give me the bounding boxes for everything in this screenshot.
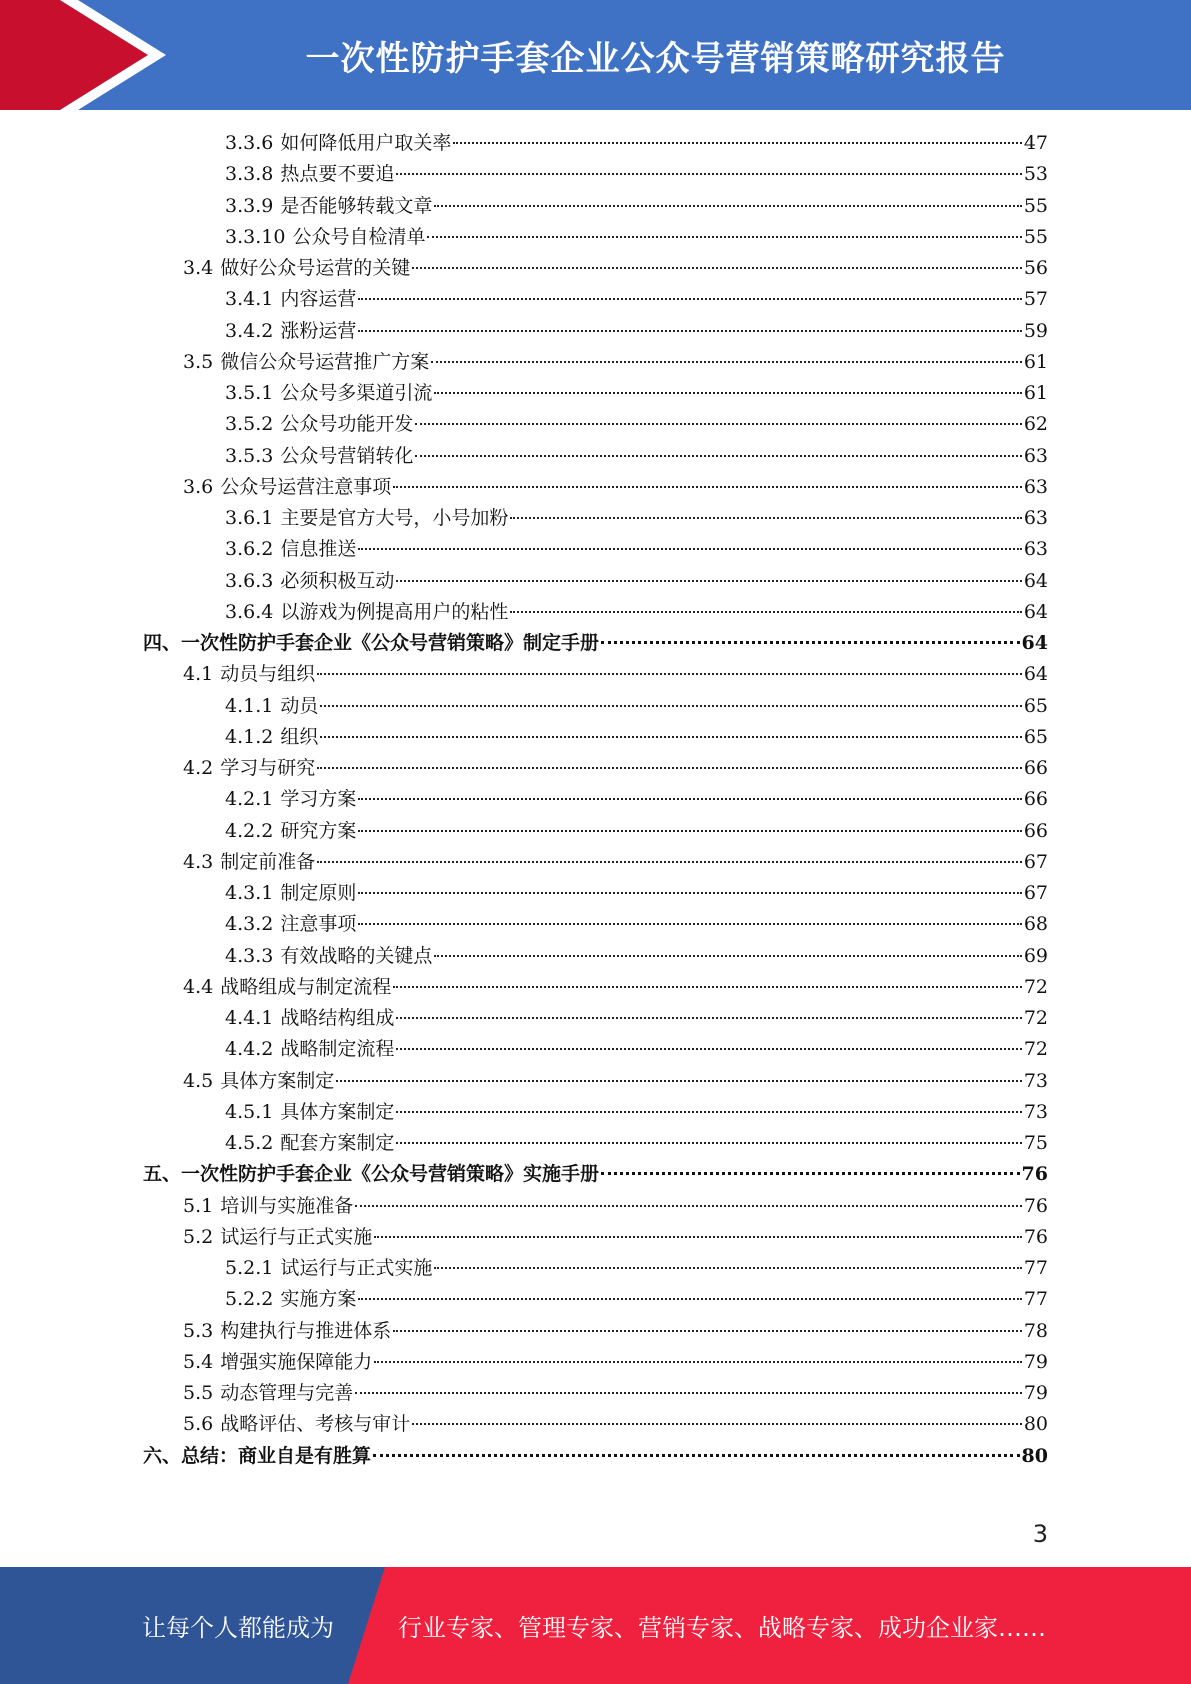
toc-entry-title: 必须积极互动 [280, 569, 395, 592]
toc-entry-title: 研究方案 [280, 819, 357, 842]
toc-entry-page: 57 [1023, 288, 1048, 311]
toc-dot-leader [415, 422, 1021, 425]
toc-dot-leader [393, 485, 1022, 488]
toc-entry-page: 79 [1023, 1350, 1048, 1373]
toc-entry-number: 六、 [143, 1444, 182, 1467]
toc-entry[interactable] [143, 1284, 1048, 1315]
toc-entry-number: 4.4.2 [225, 1038, 274, 1061]
toc-entry-page: 64 [1021, 632, 1048, 654]
toc-entry-page: 67 [1023, 882, 1048, 904]
toc-dot-leader [358, 547, 1021, 550]
toc-entry-number: 4.1 [183, 663, 214, 686]
toc-entry-number: 4.4.1 [225, 1007, 274, 1029]
toc-entry-title: 配套方案制定 [280, 1132, 395, 1154]
toc-entry[interactable] [143, 1066, 1048, 1097]
toc-entry[interactable] [143, 566, 1048, 597]
toc-dot-leader [336, 1079, 1022, 1082]
toc-entry[interactable] [143, 191, 1048, 222]
toc-entry[interactable] [143, 159, 1048, 190]
toc-entry-title: 一次性防护手套企业《公众号营销策略》实施手册 [181, 1163, 600, 1186]
toc-entry-page: 61 [1023, 350, 1048, 373]
toc-entry-page: 55 [1023, 225, 1048, 248]
toc-entry-number: 3.4.1 [225, 288, 274, 311]
toc-entry-title: 构建执行与推进体系 [220, 1319, 392, 1342]
toc-entry-title: 战略评估、考核与审计 [220, 1413, 411, 1436]
toc-entry-title: 增强实施保障能力 [220, 1350, 373, 1373]
toc-entry-title: 动态管理与完善 [220, 1382, 354, 1404]
toc-entry-number: 5.6 [183, 1413, 214, 1436]
toc-entry-number: 3.6.3 [225, 569, 274, 592]
toc-entry-page: 47 [1023, 132, 1048, 154]
toc-entry-number: 4.3.2 [225, 913, 274, 936]
toc-entry-number: 四、 [143, 632, 182, 654]
toc-entry-page: 63 [1023, 507, 1048, 529]
toc-entry-number: 3.3.6 [225, 132, 274, 154]
toc-dot-leader [317, 672, 1022, 675]
toc-entry-title: 有效战略的关键点 [280, 944, 433, 967]
page-header [0, 0, 1191, 110]
toc-entry[interactable] [143, 1191, 1048, 1222]
toc-entry-page: 53 [1023, 163, 1048, 186]
toc-entry-title: 如何降低用户取关率 [280, 132, 452, 154]
toc-dot-leader [510, 516, 1021, 519]
toc-entry-page: 75 [1023, 1132, 1048, 1154]
toc-entry-number: 3.6.2 [225, 538, 274, 561]
toc-entry-page: 72 [1023, 975, 1048, 998]
toc-entry-page: 76 [1021, 1163, 1048, 1186]
toc-dot-leader [358, 329, 1021, 332]
toc-dot-leader [396, 172, 1021, 175]
toc-entry[interactable] [143, 659, 1048, 690]
toc-entry-page: 78 [1023, 1319, 1048, 1342]
toc-dot-leader [434, 391, 1021, 394]
toc-entry-page: 64 [1023, 663, 1048, 686]
toc-entry-page: 65 [1023, 694, 1048, 717]
toc-entry-page: 64 [1023, 569, 1048, 592]
toc-entry-title: 试运行与正式实施 [280, 1257, 433, 1279]
toc-entry-number: 3.3.9 [225, 194, 274, 217]
toc-entry[interactable] [143, 691, 1048, 722]
toc-entry[interactable] [143, 222, 1048, 253]
toc-entry-page: 65 [1023, 725, 1048, 748]
toc-dot-leader [358, 297, 1021, 300]
toc-entry-title: 公众号功能开发 [280, 413, 414, 436]
toc-entry[interactable] [143, 503, 1048, 534]
toc-entry-title: 公众号运营注意事项 [220, 475, 392, 498]
toc-dot-leader [396, 1016, 1021, 1019]
toc-entry-number: 3.5.3 [225, 444, 274, 467]
toc-dot-leader [355, 1391, 1022, 1394]
toc-entry[interactable] [143, 316, 1048, 347]
toc-entry-title: 信息推送 [280, 538, 357, 561]
toc-entry-title: 学习与研究 [220, 757, 316, 779]
toc-entry-page: 66 [1023, 788, 1048, 811]
toc-entry-number: 4.4 [183, 975, 214, 998]
footer-slogan-right: 行业专家、管理专家、营销专家、战略专家、成功企业家…… [398, 1614, 1046, 1642]
toc-entry-title: 一次性防护手套企业《公众号营销策略》制定手册 [181, 632, 600, 654]
toc-entry-number: 4.2.1 [225, 788, 274, 811]
toc-entry-title: 微信公众号运营推广方案 [220, 350, 430, 373]
toc-dot-leader [374, 1235, 1022, 1238]
toc-entry-title: 公众号自检清单 [292, 225, 426, 248]
toc-entry-title: 具体方案制定 [220, 1069, 335, 1092]
toc-entry[interactable] [143, 847, 1048, 878]
toc-entry-number: 4.3.3 [225, 944, 274, 967]
toc-entry-number: 4.2 [183, 757, 214, 779]
toc-dot-leader [358, 797, 1021, 800]
toc-entry-title: 以游戏为例提高用户的粘性 [280, 600, 509, 623]
toc-dot-leader [431, 360, 1022, 363]
toc-entry-page: 55 [1023, 194, 1048, 217]
toc-entry-number: 5.2 [183, 1225, 214, 1248]
toc-entry-number: 5.4 [183, 1350, 214, 1373]
toc-entry[interactable] [143, 753, 1048, 784]
toc-entry[interactable] [143, 1441, 1048, 1472]
toc-entry-number: 4.5.2 [225, 1132, 274, 1154]
toc-entry[interactable] [143, 472, 1048, 503]
toc-entry-number: 4.3 [183, 850, 214, 873]
toc-entry-number: 4.1.2 [225, 725, 274, 748]
toc-entry[interactable] [143, 1253, 1048, 1284]
toc-entry-page: 68 [1023, 913, 1048, 936]
toc-entry[interactable] [143, 253, 1048, 284]
toc-entry-page: 73 [1023, 1100, 1048, 1123]
toc-entry-number: 3.6.4 [225, 600, 274, 623]
toc-entry[interactable] [143, 128, 1048, 159]
toc-entry[interactable] [143, 878, 1048, 909]
toc-entry[interactable] [143, 722, 1048, 753]
toc-entry-title: 热点要不要追 [280, 163, 395, 186]
report-title: 一次性防护手套企业公众号营销策略研究报告 [305, 38, 1006, 79]
toc-entry-title: 公众号多渠道引流 [280, 382, 433, 404]
toc-dot-leader [374, 1360, 1022, 1363]
toc-entry-page: 67 [1023, 850, 1048, 873]
toc-entry-title: 动员与组织 [220, 663, 316, 686]
toc-entry-title: 试运行与正式实施 [220, 1225, 373, 1248]
toc-entry[interactable] [143, 972, 1048, 1003]
toc-dot-leader [373, 1453, 1020, 1457]
toc-entry-title: 总结：商业自是有胜算 [181, 1444, 372, 1467]
toc-entry-title: 制定前准备 [220, 850, 316, 873]
toc-dot-leader [320, 735, 1021, 738]
toc-dot-leader [393, 1329, 1022, 1332]
toc-entry[interactable] [143, 1378, 1048, 1409]
toc-entry-title: 制定原则 [280, 882, 357, 904]
toc-entry-page: 72 [1023, 1038, 1048, 1061]
toc-entry-page: 73 [1023, 1069, 1048, 1092]
toc-dot-leader [358, 922, 1021, 925]
toc-dot-leader [355, 1204, 1022, 1207]
toc-entry-number: 3.4.2 [225, 319, 274, 342]
toc-entry-page: 77 [1023, 1257, 1048, 1279]
toc-entry-title: 战略结构组成 [280, 1007, 395, 1029]
toc-entry-title: 学习方案 [280, 788, 357, 811]
toc-entry-title: 注意事项 [280, 913, 357, 936]
toc-entry[interactable] [143, 1003, 1048, 1034]
toc-dot-leader [427, 235, 1021, 238]
table-of-contents [143, 128, 1048, 1472]
toc-entry-title: 做好公众号运营的关键 [220, 257, 411, 279]
toc-entry-number: 5.5 [183, 1382, 214, 1404]
toc-dot-leader [434, 1266, 1021, 1269]
toc-entry[interactable] [143, 1222, 1048, 1253]
toc-entry[interactable] [143, 941, 1048, 972]
toc-entry[interactable] [143, 1097, 1048, 1128]
toc-entry-number: 3.4 [183, 257, 214, 279]
toc-entry-title: 组织 [280, 725, 319, 748]
toc-dot-leader [317, 860, 1022, 863]
toc-entry-page: 62 [1023, 413, 1048, 436]
toc-dot-leader [415, 454, 1021, 457]
toc-dot-leader [396, 579, 1021, 582]
toc-entry-title: 具体方案制定 [280, 1100, 395, 1123]
toc-entry-number: 3.5.2 [225, 413, 274, 436]
toc-entry-page: 72 [1023, 1007, 1048, 1029]
toc-entry-title: 培训与实施准备 [220, 1194, 354, 1217]
toc-entry-number: 4.2.2 [225, 819, 274, 842]
toc-dot-leader [510, 610, 1021, 613]
toc-entry-number: 3.3.10 [225, 225, 286, 248]
toc-dot-leader [396, 1141, 1021, 1144]
toc-entry-number: 5.2.1 [225, 1257, 274, 1279]
toc-entry[interactable] [143, 909, 1048, 940]
toc-dot-leader [434, 954, 1021, 957]
toc-entry-page: 80 [1023, 1413, 1048, 1436]
toc-entry-page: 63 [1023, 475, 1048, 498]
toc-entry[interactable] [143, 1316, 1048, 1347]
toc-entry-title: 主要是官方大号，小号加粉 [280, 507, 509, 529]
toc-entry-title: 战略制定流程 [280, 1038, 395, 1061]
toc-entry-number: 3.3.8 [225, 163, 274, 186]
toc-entry-page: 66 [1023, 819, 1048, 842]
toc-entry[interactable] [143, 784, 1048, 815]
page-number: 3 [1032, 1520, 1048, 1548]
toc-entry-page: 61 [1023, 382, 1048, 404]
toc-entry[interactable] [143, 816, 1048, 847]
toc-entry[interactable] [143, 1347, 1048, 1378]
toc-entry-page: 63 [1023, 444, 1048, 467]
toc-entry-page: 77 [1023, 1288, 1048, 1311]
toc-entry[interactable] [143, 1409, 1048, 1440]
toc-entry-number: 五、 [143, 1163, 182, 1186]
toc-entry-page: 64 [1023, 600, 1048, 623]
toc-entry-title: 战略组成与制定流程 [220, 975, 392, 998]
toc-entry-page: 56 [1023, 257, 1048, 279]
page-footer [0, 1567, 1191, 1684]
toc-entry-number: 5.1 [183, 1194, 214, 1217]
toc-entry[interactable] [143, 378, 1048, 409]
toc-entry[interactable] [143, 1034, 1048, 1065]
toc-dot-leader [453, 141, 1021, 144]
toc-entry-title: 公众号营销转化 [280, 444, 414, 467]
toc-entry-title: 实施方案 [280, 1288, 357, 1311]
toc-entry-title: 内容运营 [280, 288, 357, 311]
toc-dot-leader [396, 1047, 1021, 1050]
toc-dot-leader [358, 891, 1021, 894]
toc-entry-title: 动员 [280, 694, 319, 717]
toc-dot-leader [434, 204, 1021, 207]
toc-entry-number: 4.1.1 [225, 694, 274, 717]
toc-entry-page: 80 [1021, 1444, 1048, 1467]
toc-entry-page: 59 [1023, 319, 1048, 342]
toc-entry-title: 涨粉运营 [280, 319, 357, 342]
toc-entry-page: 66 [1023, 757, 1048, 779]
footer-slogan-left: 让每个人都能成为 [142, 1614, 334, 1642]
toc-entry[interactable] [143, 441, 1048, 472]
toc-entry-number: 4.5 [183, 1069, 214, 1092]
toc-entry-number: 3.5.1 [225, 382, 274, 404]
toc-entry-number: 5.3 [183, 1319, 214, 1342]
toc-entry[interactable] [143, 534, 1048, 565]
toc-entry-number: 4.5.1 [225, 1100, 274, 1123]
toc-dot-leader [601, 1171, 1020, 1175]
toc-entry[interactable] [143, 347, 1048, 378]
toc-entry[interactable] [143, 1128, 1048, 1159]
toc-entry-number: 3.6.1 [225, 507, 274, 529]
toc-entry-page: 76 [1023, 1194, 1048, 1217]
toc-dot-leader [393, 985, 1022, 988]
toc-entry-page: 69 [1023, 944, 1048, 967]
toc-entry-page: 76 [1023, 1225, 1048, 1248]
toc-dot-leader [412, 1422, 1022, 1425]
toc-entry-number: 4.3.1 [225, 882, 274, 904]
toc-entry-page: 63 [1023, 538, 1048, 561]
toc-entry-title: 是否能够转载文章 [280, 194, 433, 217]
toc-dot-leader [396, 1110, 1021, 1113]
toc-dot-leader [320, 704, 1021, 707]
toc-entry-number: 3.5 [183, 350, 214, 373]
toc-entry-page: 79 [1023, 1382, 1048, 1404]
toc-dot-leader [358, 829, 1021, 832]
toc-entry[interactable] [143, 409, 1048, 440]
toc-entry[interactable] [143, 284, 1048, 315]
toc-entry[interactable] [143, 597, 1048, 628]
toc-dot-leader [412, 266, 1022, 269]
toc-entry[interactable] [143, 628, 1048, 659]
toc-dot-leader [601, 640, 1020, 644]
toc-dot-leader [358, 1297, 1021, 1300]
toc-entry-number: 3.6 [183, 475, 214, 498]
toc-entry[interactable] [143, 1159, 1048, 1190]
toc-dot-leader [317, 766, 1022, 769]
toc-entry-number: 5.2.2 [225, 1288, 274, 1311]
